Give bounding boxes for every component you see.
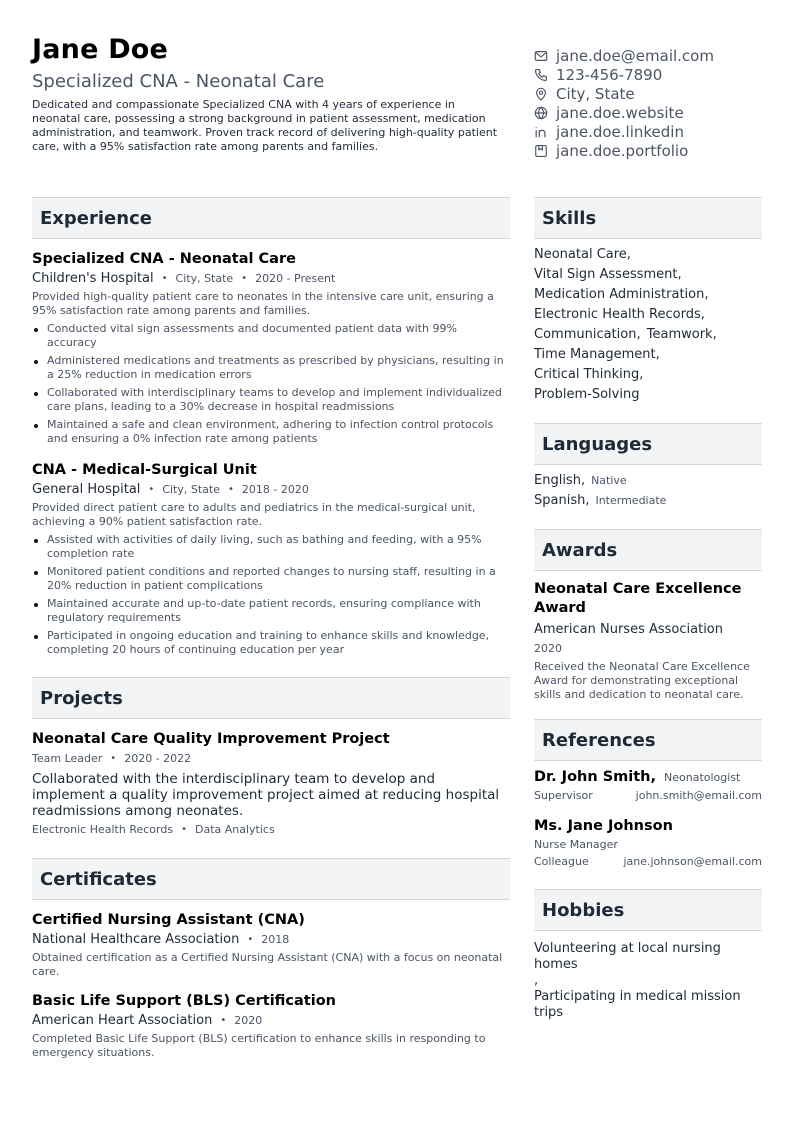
mail-icon: [534, 49, 548, 63]
certificate-issuer: American Heart Association: [32, 1013, 213, 1028]
project-description: Collaborated with the interdisciplinary team to develop and implement a quality improvement project aimed at reducing hospital readmissions among neonates.: [32, 771, 500, 819]
reference-name: Dr. John Smith,: [534, 769, 657, 785]
reference-relation: Supervisor: [534, 789, 593, 802]
certificate-meta: American Heart Association • 2020: [32, 1013, 263, 1028]
job-bullets: [32, 533, 510, 657]
project-role: Team Leader: [32, 752, 103, 765]
certificate-title: Certified Nursing Assistant (CNA): [32, 912, 305, 928]
linkedin-icon: [534, 125, 548, 139]
certificate-description: Completed Basic Life Support (BLS) certification to enhance skills in responding to emergency situations.: [32, 1032, 486, 1059]
award-issuer: American Nurses Association: [534, 622, 724, 637]
certificate-meta: National Healthcare Association • 2018: [32, 932, 290, 947]
right-column: [534, 197, 762, 1021]
language-level: Intermediate: [595, 494, 667, 507]
reference-email[interactable]: jane.johnson@email.com: [623, 855, 762, 868]
project-entry: [32, 730, 510, 838]
job-location: City, State: [162, 483, 220, 496]
hobby-item: Volunteering at local nursing homes: [534, 941, 721, 972]
project-title: Neonatal Care Quality Improvement Project: [32, 731, 390, 747]
section-heading-languages: Languages: [534, 423, 762, 465]
employer: Children's Hospital: [32, 271, 154, 286]
award-title: Neonatal Care Excellence Award: [534, 581, 742, 616]
certificate-entry: [32, 911, 510, 979]
skill-item: Problem-Solving: [534, 387, 640, 402]
skill-item: Critical Thinking,: [534, 367, 644, 382]
certificate-entry: [32, 992, 510, 1060]
contact-phone[interactable]: 123-456-7890: [534, 65, 774, 84]
hobby-separator: ,: [534, 973, 539, 988]
job-title: Specialized CNA - Neonatal Care: [32, 251, 296, 267]
project-dates: 2020 - 2022: [124, 752, 192, 765]
reference-relation: Colleague: [534, 855, 589, 868]
experience-entry: [32, 250, 510, 446]
reference-entry: [534, 769, 762, 804]
reference-position: Nurse Manager: [534, 838, 618, 851]
project-tag: Electronic Health Records: [32, 823, 174, 836]
globe-icon: [534, 106, 548, 120]
award-entry: [534, 580, 762, 702]
language-name: English,: [534, 473, 586, 488]
job-meta: Children's Hospital • City, State • 2020 - Present: [32, 271, 336, 286]
list-item: Monitored patient conditions and reported changes to nursing staff, resulting in a 20% reduction in patient complications: [32, 565, 510, 593]
contact-email[interactable]: jane.doe@email.com: [534, 46, 774, 65]
employer: General Hospital: [32, 482, 141, 497]
reference-entry: [534, 818, 762, 870]
phone-icon: [534, 68, 548, 82]
section-heading-experience: Experience: [32, 197, 510, 239]
skill-item: Vital Sign Assessment,: [534, 267, 682, 282]
section-heading-projects: Projects: [32, 677, 510, 719]
language-item: [534, 471, 762, 491]
language-item: [534, 491, 762, 511]
location-pin-icon: [534, 87, 548, 101]
job-summary: Provided high-quality patient care to neonates in the intensive care unit, ensuring a 95% satisfaction rate among parents and families.: [32, 290, 494, 317]
skill-item: Medication Administration,: [534, 287, 709, 302]
language-name: Spanish,: [534, 493, 590, 508]
contact-info: [534, 46, 774, 160]
candidate-name: Jane Doe: [32, 34, 169, 65]
certificate-year: 2018: [261, 933, 290, 946]
job-dates: 2020 - Present: [255, 272, 336, 285]
reference-name: Ms. Jane Johnson: [534, 818, 673, 834]
job-title: CNA - Medical-Surgical Unit: [32, 462, 257, 478]
job-dates: 2018 - 2020: [241, 483, 309, 496]
skill-item: Teamwork,: [646, 327, 717, 342]
reference-position: Neonatologist: [664, 771, 741, 784]
skill-item: Electronic Health Records,: [534, 307, 705, 322]
section-heading-references: References: [534, 719, 762, 761]
language-level: Native: [591, 474, 627, 487]
list-item: Collaborated with interdisciplinary teams to develop and implement individualized care plans, leading to a 30% decrease in hospital readmissions: [32, 386, 510, 414]
list-item: Conducted vital sign assessments and documented patient data with 99% accuracy: [32, 322, 510, 350]
certificate-title: Basic Life Support (BLS) Certification: [32, 993, 336, 1009]
contact-portfolio[interactable]: jane.doe.portfolio: [534, 141, 774, 160]
job-location: City, State: [175, 272, 234, 285]
section-heading-hobbies: Hobbies: [534, 889, 762, 931]
list-item: Maintained a safe and clean environment, adhering to infection control protocols and ensuring a 0% infection rate among patients: [32, 418, 510, 446]
project-tags: Electronic Health Records • Data Analytics: [32, 823, 275, 836]
list-item: Maintained accurate and up-to-date patient records, ensuring compliance with regulatory requirements: [32, 597, 510, 625]
header: [32, 34, 502, 154]
list-item: Administered medications and treatments as prescribed by physicians, resulting in a 25% reduction in medication errors: [32, 354, 510, 382]
hobby-item: Participating in medical mission trips: [534, 989, 741, 1020]
job-summary: Provided direct patient care to adults and pediatrics in the medical-surgical unit, achieving a 90% patient satisfaction rate.: [32, 501, 476, 528]
hobbies-list: [534, 941, 762, 1021]
certificate-issuer: National Healthcare Association: [32, 932, 240, 947]
contact-linkedin[interactable]: jane.doe.linkedin: [534, 122, 774, 141]
section-heading-awards: Awards: [534, 529, 762, 571]
summary: Dedicated and compassionate Specialized CNA with 4 years of experience in neonatal care, possessing a strong background in patient assessment, medication administration, and teamwork. Proven track record of delivering high-quality patient care, with a 95% satisfaction rate among parents and families.: [32, 98, 498, 153]
certificate-year: 2020: [234, 1014, 263, 1027]
job-meta: General Hospital • City, State • 2018 - 2020: [32, 482, 309, 497]
experience-entry: [32, 461, 510, 657]
award-description: Received the Neonatal Care Excellence Award for demonstrating exceptional skills and dedication to neonatal care.: [534, 660, 750, 701]
skill-item: Time Management,: [534, 347, 660, 362]
award-year: 2020: [534, 642, 562, 655]
languages-list: [534, 471, 762, 511]
list-item: Assisted with activities of daily living, such as bathing and feeding, with a 95% completion rate: [32, 533, 510, 561]
portfolio-icon: [534, 144, 548, 158]
contact-location: City, State: [534, 84, 774, 103]
skill-item: Communication,: [534, 327, 641, 342]
project-tag: Data Analytics: [194, 823, 275, 836]
section-heading-skills: Skills: [534, 197, 762, 239]
skill-item: Neonatal Care,: [534, 247, 631, 262]
left-column: [32, 197, 510, 1060]
job-bullets: [32, 322, 510, 446]
list-item: Participated in ongoing education and training to enhance skills and knowledge, completing 20 hours of continuing education per year: [32, 629, 510, 657]
reference-email[interactable]: john.smith@email.com: [635, 789, 762, 802]
certificate-description: Obtained certification as a Certified Nursing Assistant (CNA) with a focus on neonatal care.: [32, 951, 503, 978]
candidate-title: Specialized CNA - Neonatal Care: [32, 71, 325, 92]
section-heading-certificates: Certificates: [32, 858, 510, 900]
skills-list: [534, 245, 762, 405]
contact-website[interactable]: jane.doe.website: [534, 103, 774, 122]
project-meta: Team Leader • 2020 - 2022: [32, 752, 192, 765]
